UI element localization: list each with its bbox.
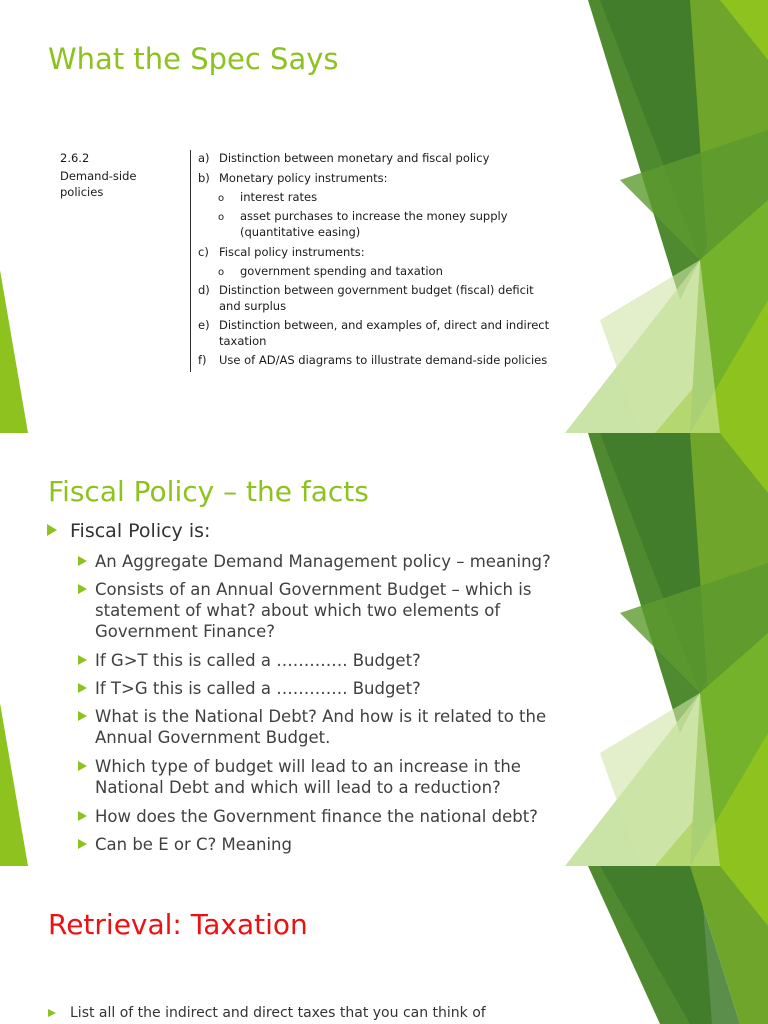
slide-fiscal-policy [0,433,768,866]
list-item: Which type of budget will lead to an increase in the National Debt and which will lead to a reduction? [78,756,568,798]
spec-subitem: o government spending and taxation [218,264,443,278]
spec-item-continuation: and surplus [219,299,287,313]
bullet-arrow-icon [48,1009,56,1017]
green-decoration-right [0,866,768,1024]
list-item: List all of the indirect and direct taxes that you can think of [48,1005,486,1021]
spec-name-line2: policies [60,185,104,199]
list-item: If G>T this is called a …………. Budget? [78,650,568,671]
spec-table [60,150,590,372]
bullet-arrow-icon [78,711,87,721]
bullet-arrow-icon [78,655,87,665]
slide-retrieval-taxation [0,866,768,1024]
bullet-arrow-icon [47,524,57,536]
list-item: How does the Government finance the national debt? [78,806,588,827]
spec-code-cell [60,150,136,200]
spec-item: a) Distinction between monetary and fiscal policy [198,151,490,165]
bullet-arrow-icon [78,584,87,594]
bullet-arrow-icon [78,556,87,566]
list-item: What is the National Debt? And how is it related to the Annual Government Budget. [78,706,578,748]
spec-item: d) Distinction between government budget (fiscal) deficit [198,283,534,297]
slide-title: Retrieval: Taxation [48,908,308,941]
spec-item: f) Use of AD/AS diagrams to illustrate demand-side policies [198,353,548,367]
page-title: What the Spec Says [48,42,339,76]
spec-item: c) Fiscal policy instruments: [198,245,365,259]
spec-subitem: o interest rates [218,190,318,204]
bullet-arrow-icon [78,839,87,849]
spec-item: e) Distinction between, and examples of, direct and indirect [198,318,550,332]
spec-name-line1: Demand-side [60,169,137,183]
slide-title: Fiscal Policy – the facts [48,475,369,508]
spec-item: b) Monetary policy instruments: [198,171,388,185]
spec-divider [190,150,191,372]
bullet-arrow-icon [78,761,87,771]
spec-item-continuation: taxation [219,334,267,348]
spec-subitem: o asset purchases to increase the money supply [218,209,508,223]
slide-spec [0,0,768,433]
spec-subitem-continuation: (quantitative easing) [240,225,361,239]
main-bullet: Fiscal Policy is: [48,520,210,542]
list-item: Consists of an Annual Government Budget – which is statement of what? about which two elements of Government Finance? [78,579,568,642]
list-item: An Aggregate Demand Management policy – meaning? [78,551,588,572]
bullet-arrow-icon [78,811,87,821]
list-item: If T>G this is called a …………. Budget? [78,678,568,699]
list-item: Can be E or C? Meaning [78,834,588,855]
bullet-arrow-icon [78,683,87,693]
spec-code: 2.6.2 [60,151,90,165]
